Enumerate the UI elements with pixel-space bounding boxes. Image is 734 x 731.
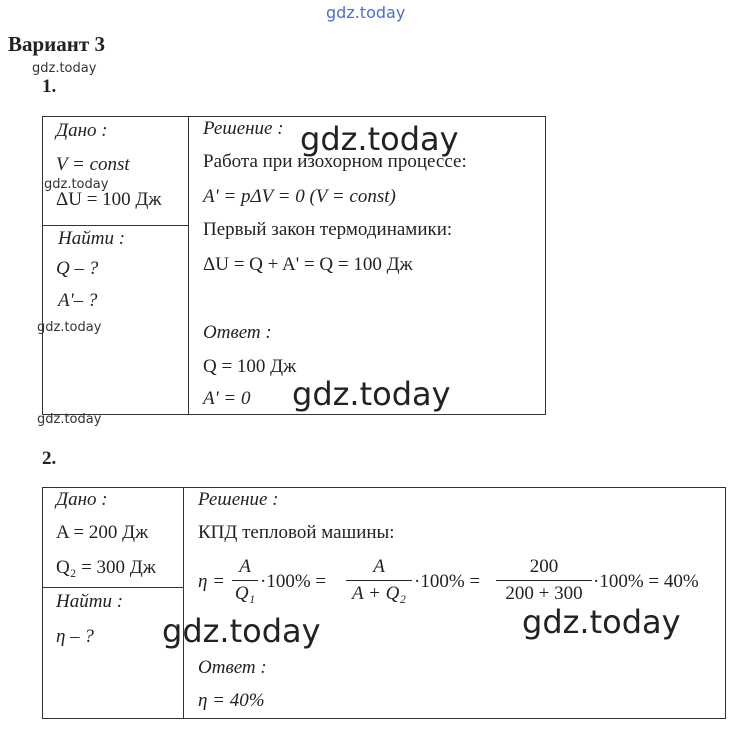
problem1-answer: Q = 100 Дж — [203, 356, 297, 377]
watermark: gdz.today — [522, 603, 681, 641]
problem1-given-item: ΔU = 100 Дж — [56, 189, 162, 210]
problem1-given-find-divider — [42, 225, 189, 226]
problem2-find-item: η – ? — [56, 626, 94, 647]
problem2-find-header: Найти : — [56, 591, 124, 612]
problem2-solution-text: КПД тепловой машины: — [198, 522, 395, 543]
problem2-given-item: Q₂ = 300 Дж — [56, 557, 156, 578]
problem2-given-find-divider — [42, 587, 184, 588]
fraction-denominator: Q₁ — [234, 583, 256, 604]
problem1-find-item: Q – ? — [56, 258, 99, 279]
watermark: gdz.today — [162, 612, 321, 650]
watermark: gdz.today — [37, 412, 102, 427]
formula-text: ·100% = — [414, 571, 481, 592]
problem1-solution-header: Решение : — [203, 118, 284, 139]
problem2-given-header: Дано : — [56, 489, 108, 510]
problem1-given-item: V = const — [56, 154, 130, 175]
problem1-given-header: Дано : — [56, 120, 108, 141]
problem1-solution-line: ΔU = Q + A' = Q = 100 Дж — [203, 254, 413, 275]
variant-title: Вариант 3 — [8, 32, 105, 56]
problem2-solution-header: Решение : — [198, 489, 279, 510]
formula-fraction-2 — [346, 556, 412, 605]
fraction-denominator: A + Q₂ — [352, 583, 406, 604]
fraction-numerator: A — [239, 556, 251, 577]
formula-lhs: η = — [198, 571, 225, 592]
formula-text: ·100% = — [260, 571, 327, 592]
problem1-answer-header: Ответ : — [203, 322, 272, 343]
problem2-answer-header: Ответ : — [198, 657, 267, 678]
problem1-solution-line: A' = pΔV = 0 (V = const) — [203, 186, 396, 207]
problem1-number: 1. — [42, 76, 57, 97]
fraction-numerator: 200 — [529, 556, 559, 577]
formula-text: ·100% = 40% — [593, 571, 699, 592]
watermark: gdz.today — [37, 320, 102, 335]
watermark: gdz.today — [300, 120, 459, 158]
problem1-solution-line: Первый закон термодинамики: — [203, 219, 453, 240]
fraction-numerator: A — [373, 556, 385, 577]
watermark: gdz.today — [292, 375, 451, 413]
problem2-divider — [183, 487, 184, 718]
watermark: gdz.today — [44, 177, 109, 192]
problem2-given-item: A = 200 Дж — [56, 522, 149, 543]
problem1-find-header: Найти : — [58, 228, 126, 249]
problem1-answer: A' = 0 — [203, 388, 251, 409]
problem2-answer: η = 40% — [198, 690, 265, 711]
problem1-find-item: A'– ? — [58, 290, 98, 311]
formula-fraction-1 — [232, 556, 258, 605]
watermark: gdz.today — [32, 61, 97, 76]
fraction-denominator: 200 + 300 — [505, 583, 583, 604]
problem2-number: 2. — [42, 448, 57, 469]
formula-fraction-3 — [496, 556, 592, 605]
problem1-solution-line: Работа при изохорном процессе: — [203, 151, 467, 172]
problem1-divider — [188, 116, 189, 414]
watermark-top: gdz.today — [326, 3, 406, 22]
